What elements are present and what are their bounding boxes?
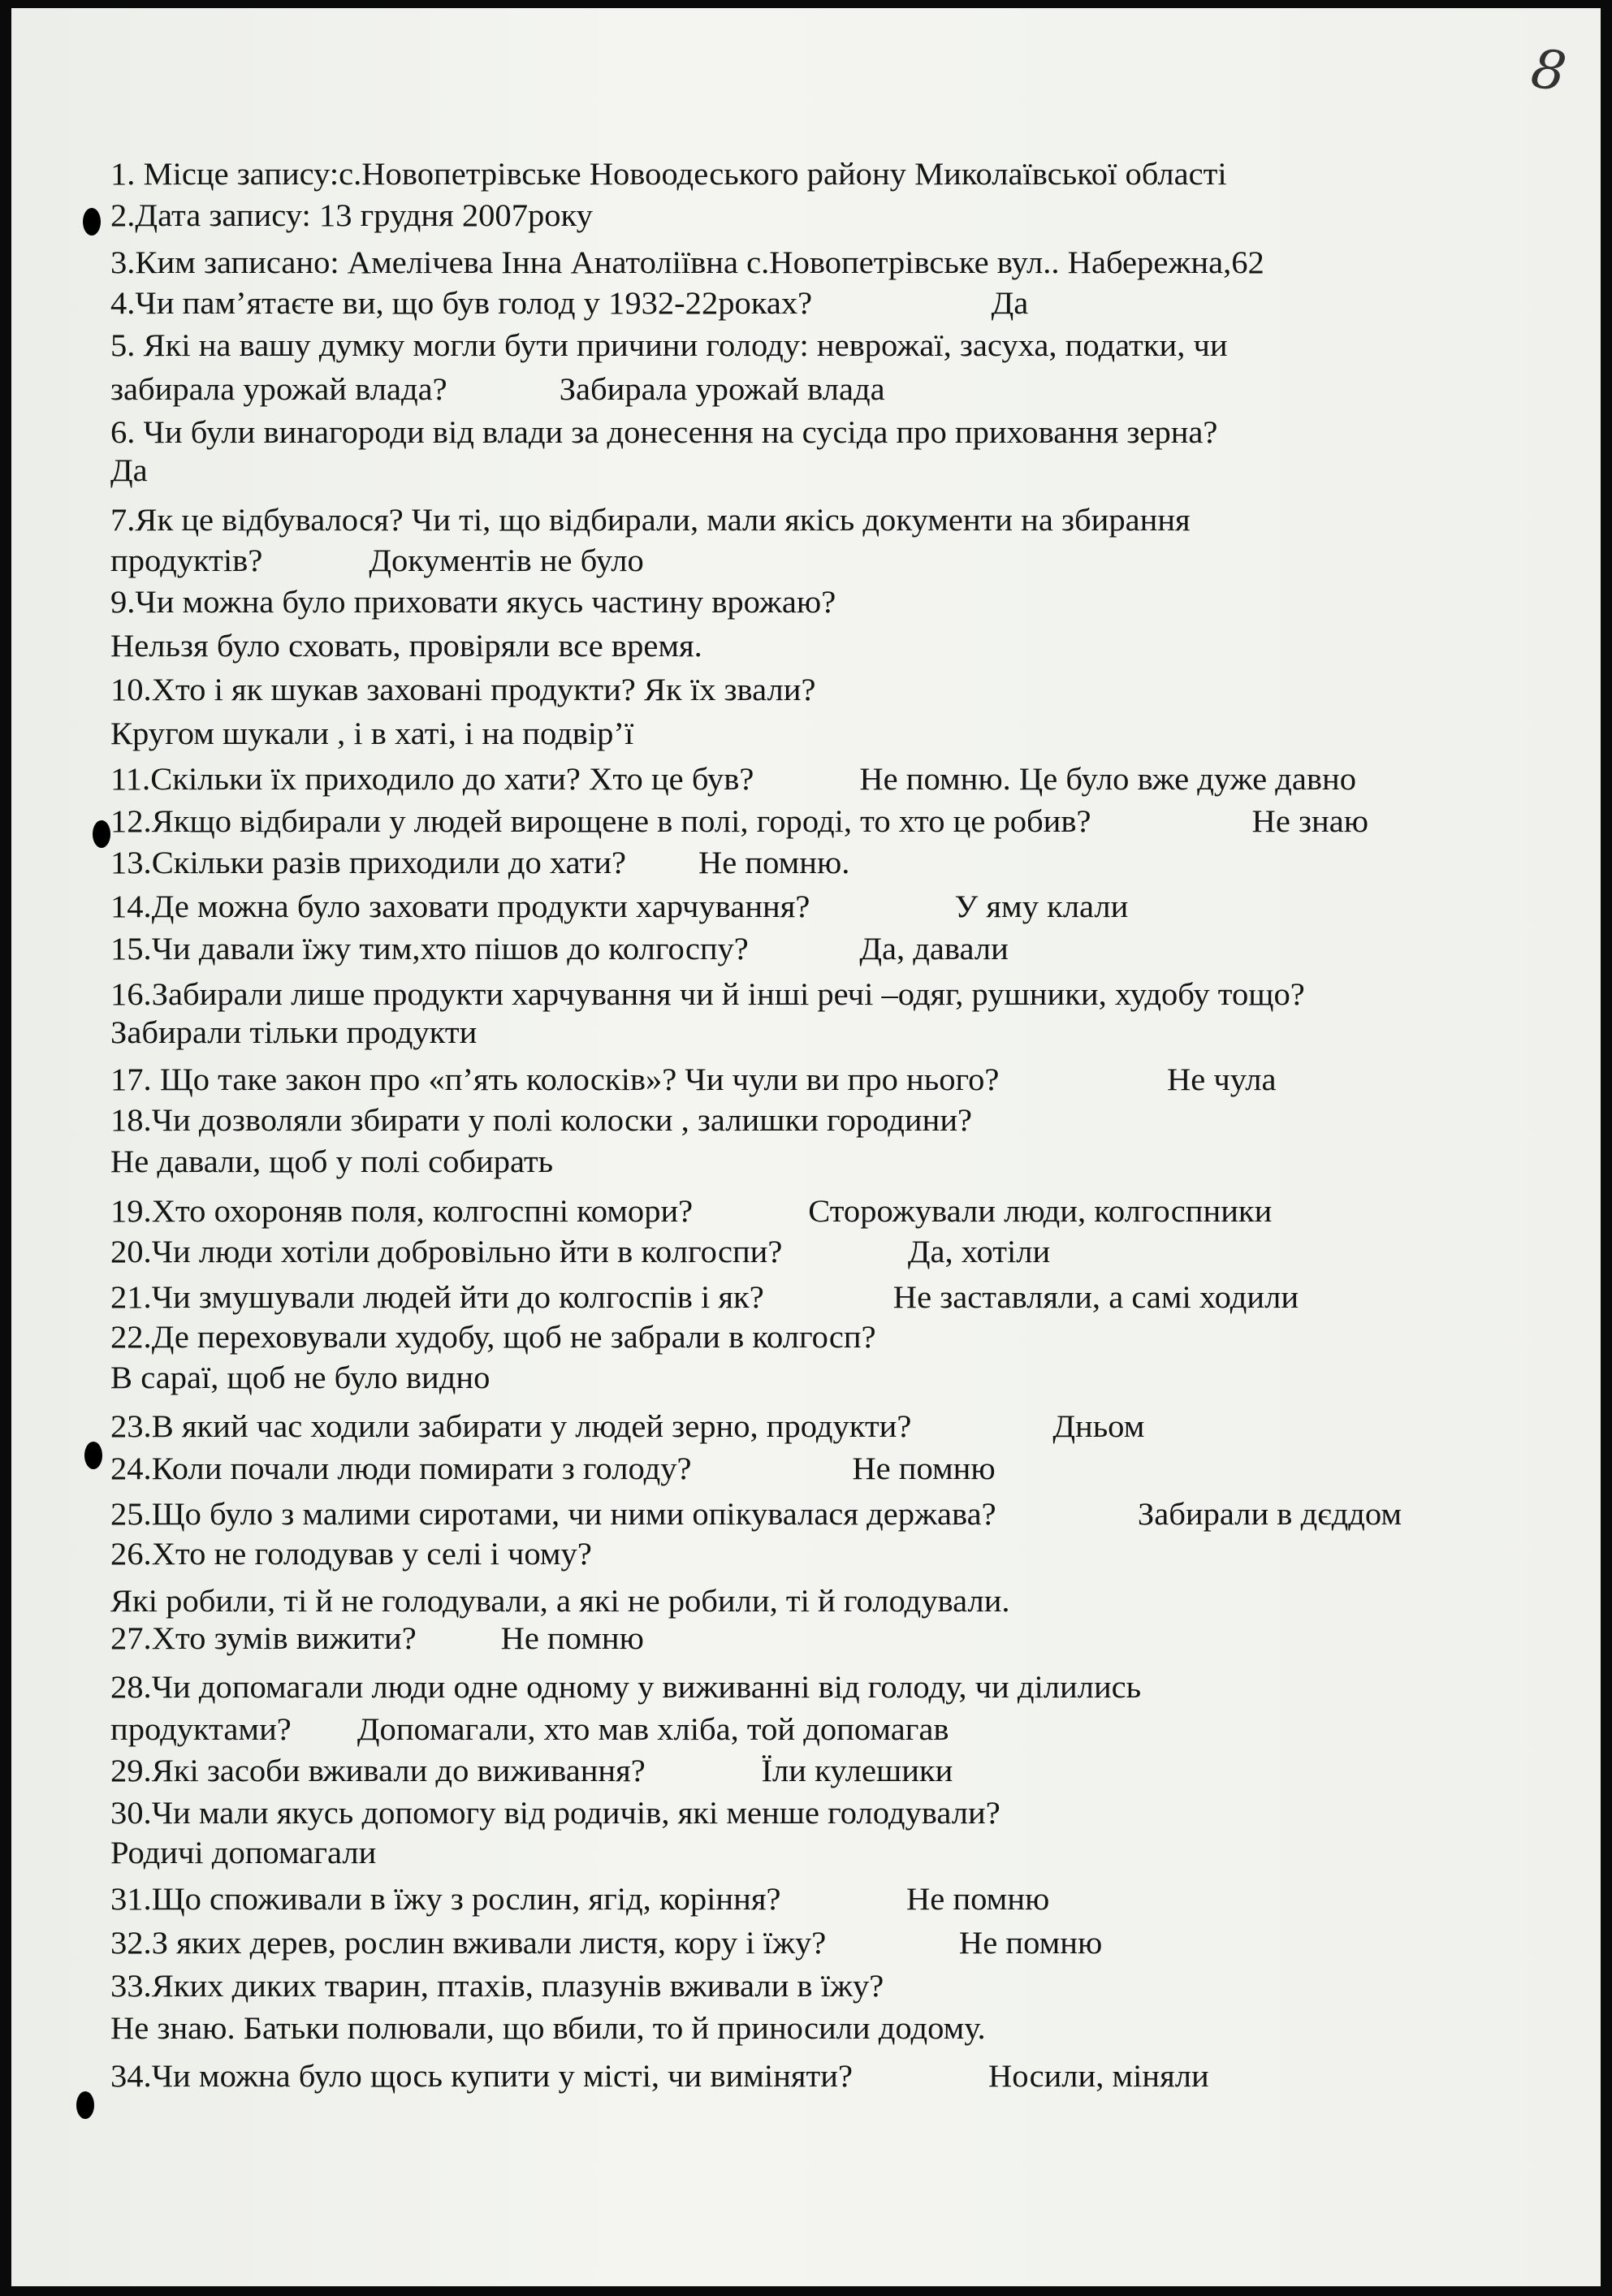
text-line <box>110 1583 1010 1619</box>
text-line <box>110 1360 490 1396</box>
text-line <box>110 976 1305 1013</box>
answer-text: Да, хотіли <box>907 1234 1051 1270</box>
question-text: 14.Де можна було заховати продукти харчування? <box>110 889 810 924</box>
question-text: продуктів? <box>110 543 263 579</box>
text-line <box>110 2010 986 2047</box>
question-text: 1. Місце запису:с.Новопетрівське Новоодеського району Миколаївської області <box>110 157 1227 192</box>
text-line <box>110 502 1191 538</box>
question-text: 24.Коли почали люди помирати з голоду? <box>110 1451 692 1487</box>
question-text: 10.Хто і як шукав заховані продукти? Як їх звали? <box>110 672 816 708</box>
question-text: 20.Чи люди хотіли добровільно йти в колгоспи? <box>110 1234 783 1270</box>
answer-text: Не помню. Це було вже дуже давно <box>859 762 1357 798</box>
text-line <box>110 584 836 620</box>
text-line <box>110 628 702 664</box>
answer-text: Да, давали <box>859 932 1009 967</box>
text-line <box>110 1451 996 1487</box>
question-text: Да <box>110 452 148 488</box>
question-text: Не знаю. Батьки полювали, що вбили, то й приносили додому. <box>110 2010 986 2046</box>
question-text: Які робили, ті й не голодували, а які не робили, ті й голодували. <box>110 1583 1010 1619</box>
text-line <box>110 1536 592 1572</box>
answer-text: Не помню <box>958 1926 1103 1961</box>
text-line <box>110 1102 972 1139</box>
question-text: 13.Скільки разів приходили до хати? <box>110 845 627 880</box>
text-line <box>110 371 885 408</box>
text-line <box>110 1795 1000 1831</box>
text-line <box>110 1711 949 1748</box>
text-line <box>110 285 1029 322</box>
question-text: забирала урожай влада? <box>110 372 447 408</box>
question-text: 12.Якщо відбирали у людей вирощене в полі, городі, то хто це робив? <box>110 804 1091 840</box>
text-line <box>110 1014 477 1051</box>
answer-text: Їли кулешики <box>761 1753 953 1788</box>
text-line <box>110 1620 644 1657</box>
question-text: 6. Чи були винагороди від влади за донесення на сусіда про приховання зерна? <box>110 414 1218 450</box>
punch-hole-icon <box>83 208 101 236</box>
question-text: 22.Де переховували худобу, щоб не забрали в колгосп? <box>110 1319 876 1355</box>
answer-text: Забирали в дєддом <box>1137 1497 1402 1533</box>
answer-text: Не заставляли, а самі ходили <box>892 1280 1299 1316</box>
text-line <box>110 156 1227 192</box>
question-text: 2.Дата запису: 13 грудня 2007року <box>110 197 593 233</box>
text-line <box>110 1753 953 1789</box>
answer-text: Не помню <box>906 1882 1050 1918</box>
text-line <box>110 452 148 489</box>
question-text: 5. Які на вашу думку могли бути причини голоду: неврожаї, засуха, податки, чи <box>110 328 1228 364</box>
answer-text: Не помню. <box>698 845 850 880</box>
text-line <box>110 1279 1299 1316</box>
question-text: 17. Що таке закон про «п’ять колосків»? Чи чули ви про нього? <box>110 1062 1000 1097</box>
text-line <box>110 2058 1209 2095</box>
question-text: 32.З яких дерев, рослин вживали листя, кору і їжу? <box>110 1926 827 1961</box>
text-line <box>110 672 815 708</box>
answer-text: Забирала урожай влада <box>559 372 885 408</box>
question-text: 26.Хто не голодував у селі і чому? <box>110 1536 592 1572</box>
question-text: Кругом шукали , і в хаті, і на подвір’ї <box>110 716 634 752</box>
text-line <box>110 1835 376 1871</box>
question-text: 19.Хто охороняв поля, колгоспні комори? <box>110 1193 694 1229</box>
text-line <box>110 197 593 234</box>
text-line <box>110 931 1009 967</box>
punch-hole-icon <box>93 820 110 848</box>
text-line <box>110 1669 1141 1706</box>
question-text: 30.Чи мали якусь допомогу від родичів, які менше голодували? <box>110 1795 1000 1831</box>
answer-text: Не помню <box>852 1451 996 1487</box>
text-line <box>110 414 1217 451</box>
text-line <box>110 1234 1051 1270</box>
question-text: продуктами? <box>110 1712 292 1748</box>
question-text: 33.Яких диких тварин, птахів, плазунів вживали в їжу? <box>110 1968 884 2004</box>
text-line <box>110 1925 1103 1961</box>
text-line <box>110 1319 876 1356</box>
text-line <box>110 761 1357 798</box>
text-line <box>110 845 850 881</box>
question-text: 31.Що споживали в їжу з рослин, ягід, коріння? <box>110 1882 781 1918</box>
question-text: 11.Скільки їх приходило до хати? Хто це був? <box>110 762 754 798</box>
question-text: 23.В який час ходили забирати у людей зерно, продукти? <box>110 1408 912 1444</box>
question-text: 3.Ким записано: Амелічева Інна Анатоліївна с.Новопетрівське вул.. Набережна,62 <box>110 244 1264 280</box>
question-text: 28.Чи допомагали люди одне одному у виживанні від голоду, чи ділились <box>110 1669 1142 1705</box>
answer-text: Носили, міняли <box>988 2059 1209 2095</box>
answer-text: Документів не було <box>369 543 644 579</box>
answer-text: У яму клали <box>954 889 1129 924</box>
question-text: 29.Які засоби вживали до виживання? <box>110 1753 646 1788</box>
text-line <box>110 244 1264 281</box>
text-line <box>110 1496 1402 1533</box>
question-text: 21.Чи змушували людей йти до колгоспів і як? <box>110 1280 764 1316</box>
text-line <box>110 1193 1273 1230</box>
text-line <box>110 889 1129 925</box>
question-text: Нельзя було сховать, провіряли все время. <box>110 628 702 664</box>
text-line <box>110 543 644 579</box>
answer-text: Не помню <box>500 1621 644 1657</box>
punch-hole-icon <box>84 1442 102 1469</box>
question-text: 34.Чи можна було щось купити у місті, чи виміняти? <box>110 2059 853 2095</box>
answer-text: Не знаю <box>1251 804 1368 840</box>
text-line <box>110 716 633 752</box>
question-text: Родичі допомагали <box>110 1835 377 1870</box>
text-line <box>110 1144 553 1180</box>
answer-text: Дньом <box>1052 1408 1145 1444</box>
question-text: Не давали, щоб у полі собирать <box>110 1144 554 1179</box>
answer-text: Не чула <box>1166 1062 1277 1097</box>
document-page <box>11 8 1601 2286</box>
text-line <box>110 1408 1145 1445</box>
punch-hole-icon <box>76 2091 94 2119</box>
question-text: Забирали тільки продукти <box>110 1014 478 1050</box>
text-line <box>110 327 1228 364</box>
question-text: 16.Забирали лише продукти харчування чи й інші речі –одяг, рушники, худобу тощо? <box>110 977 1305 1013</box>
question-text: В сараї, щоб не було видно <box>110 1360 491 1396</box>
question-text: 9.Чи можна було приховати якусь частину врожаю? <box>110 584 836 620</box>
text-line <box>110 1881 1050 1918</box>
answer-text: Да <box>991 286 1029 322</box>
text-line <box>110 1968 884 2004</box>
question-text: 18.Чи дозволяли збирати у полі колоски , залишки городини? <box>110 1103 973 1139</box>
handwritten-page-number: 8 <box>1527 37 1571 104</box>
text-line <box>110 803 1368 840</box>
text-line <box>110 1062 1277 1098</box>
question-text: 27.Хто зумів вижити? <box>110 1621 417 1657</box>
question-text: 7.Як це відбувалося? Чи ті, що відбирали, мали якісь документи на збирання <box>110 502 1191 538</box>
answer-text: Допомагали, хто мав хліба, той допомагав <box>357 1712 949 1748</box>
answer-text: Сторожували люди, колгоспники <box>808 1193 1273 1229</box>
question-text: 25.Що було з малими сиротами, чи ними опікувалася держава? <box>110 1497 996 1533</box>
question-text: 15.Чи давали їжу тим,хто пішов до колгоспу? <box>110 932 749 967</box>
question-text: 4.Чи пам’ятаєте ви, що був голод у 1932-22роках? <box>110 286 813 322</box>
